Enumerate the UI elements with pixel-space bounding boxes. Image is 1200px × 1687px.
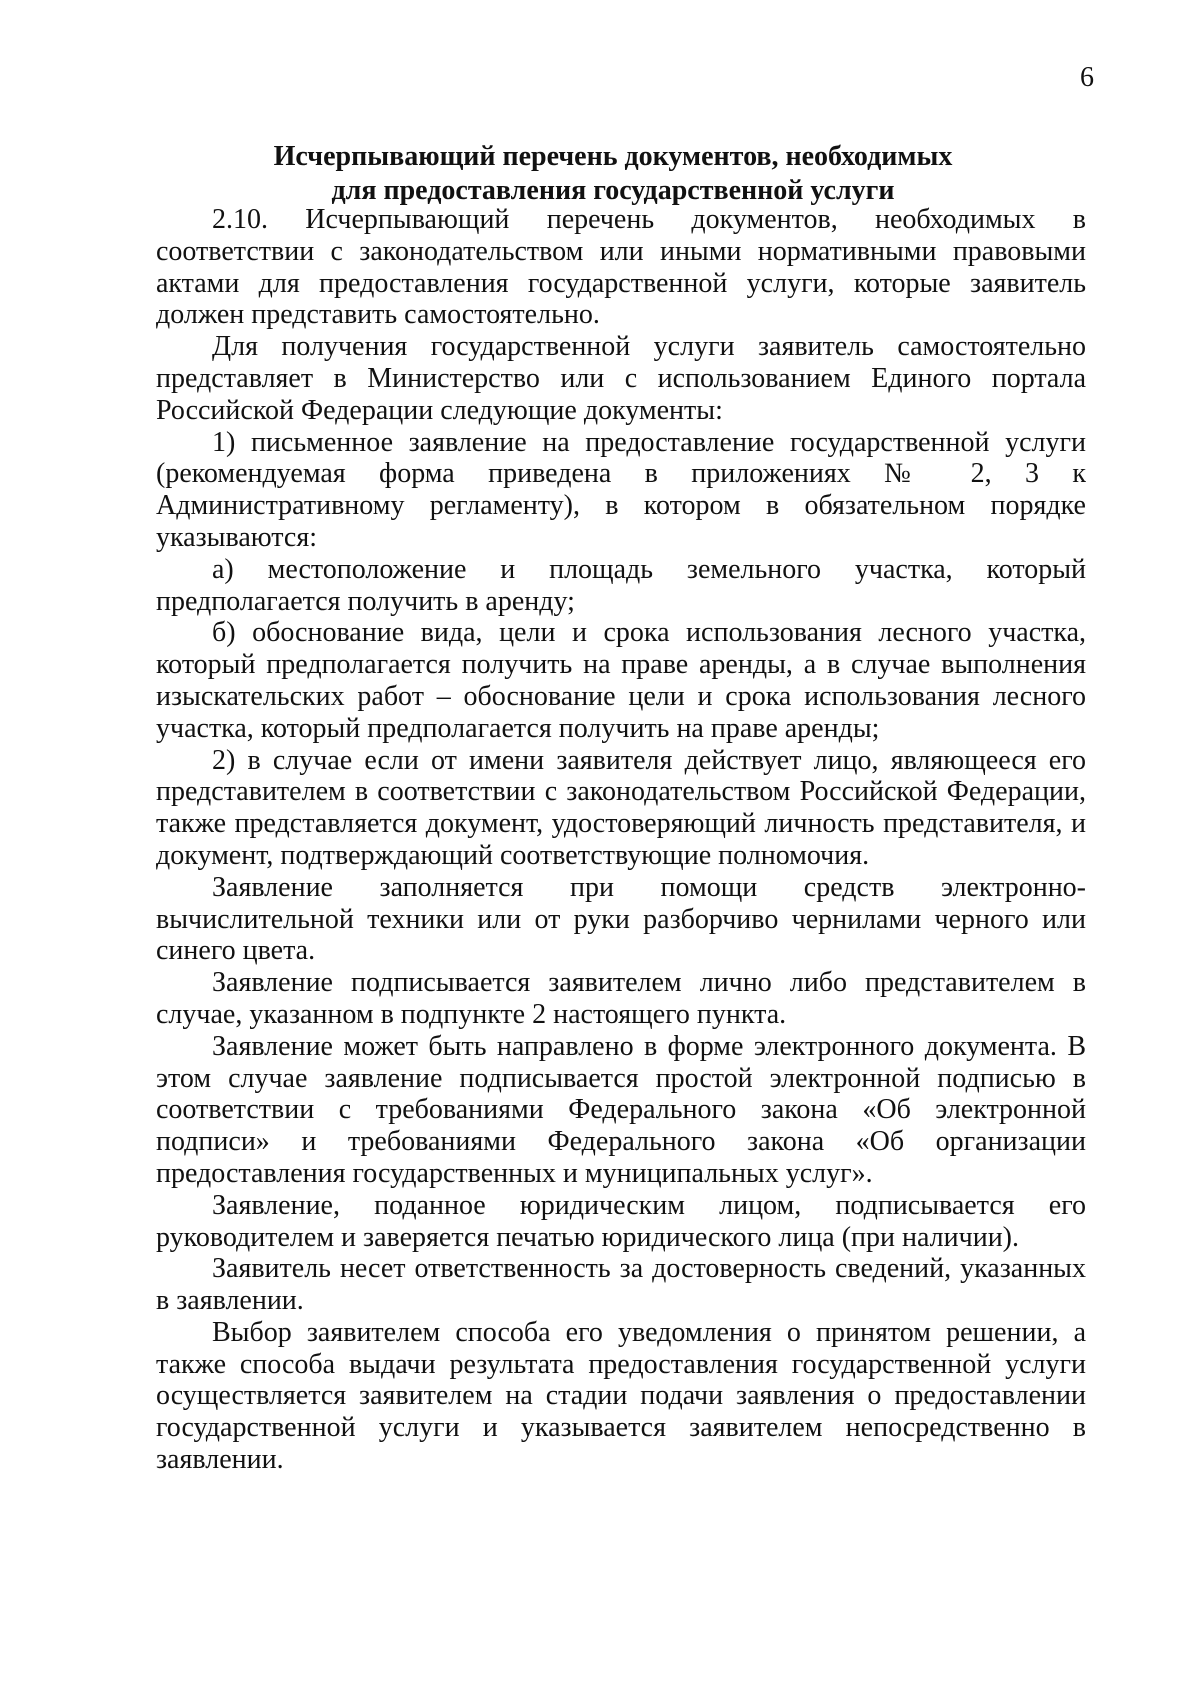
- paragraph-signing: Заявление подписывается заявителем лично либо представителем в случае, указанном в подпункте 2 настоящего пункта.: [156, 967, 1086, 1030]
- paragraph-electronic: Заявление может быть направлено в форме электронного документа. В этом случае заявление подписывается простой электронной подписью в соответствии с требованиями Федерального закона «Об электронной подписи» и требованиями Федерального закона «Об организации предоставления государственных и муниципальных услуг».: [156, 1030, 1086, 1189]
- paragraph-notification: Выбор заявителем способа его уведомления о принятом решении, а также способа выдачи результата предоставления государственной услуги осуществляется заявителем на стадии подачи заявления о предоставлении государственной услуги и указывается заявителем непосредственно в заявлении.: [156, 1316, 1086, 1476]
- heading-line-1: Исчерпывающий перечень документов, необходимых: [273, 141, 953, 172]
- heading-line-2: для предоставления государственной услуги: [331, 175, 895, 206]
- page-number: 6: [1080, 62, 1094, 93]
- paragraph-responsibility: Заявитель несет ответственность за достоверность сведений, указанных в заявлении.: [156, 1253, 1086, 1317]
- paragraph-legal-entity: Заявление, поданное юридическим лицом, подписывается его руководителем и заверяется печатью юридического лица (при наличии).: [156, 1189, 1086, 1253]
- paragraph-documents-intro: Для получения государственной услуги заявитель самостоятельно представляет в Министерство или с использованием Единого портала Российской Федерации следующие документы:: [156, 331, 1086, 426]
- paragraph-item-a: а) местоположение и площадь земельного участка, который предполагается получить в аренду;: [156, 553, 1086, 617]
- section-heading: [140, 140, 1086, 208]
- paragraph-item-2: 2) в случае если от имени заявителя действует лицо, являющееся его представителем в соответствии с законодательством Российской Федерации, также представляется документ, удостоверяющий личность представителя, и документ, подтверждающий соответствующие полномочия.: [156, 744, 1086, 871]
- paragraph-item-b: б) обоснование вида, цели и срока использования лесного участка, который предполагается получить на праве аренды, а в случае выполнения изыскательских работ – обоснование цели и срока использования лесного участка, который предполагается получить на праве аренды;: [156, 617, 1086, 744]
- document-body: [156, 204, 1086, 1476]
- paragraph-item-1: 1) письменное заявление на предоставление государственной услуги (рекомендуемая форма приведена в приложениях № 2, 3 к Административному регламенту), в котором в обязательном порядке указываются:: [156, 426, 1086, 553]
- paragraph-filling: Заявление заполняется при помощи средств электронно-вычислительной техники или от руки разборчиво чернилами черного или синего цвета.: [156, 871, 1086, 967]
- paragraph-2-10: 2.10. Исчерпывающий перечень документов, необходимых в соответствии с законодательством или иными нормативными правовыми актами для предоставления государственной услуги, которые заявитель должен представить самостоятельно.: [156, 204, 1086, 331]
